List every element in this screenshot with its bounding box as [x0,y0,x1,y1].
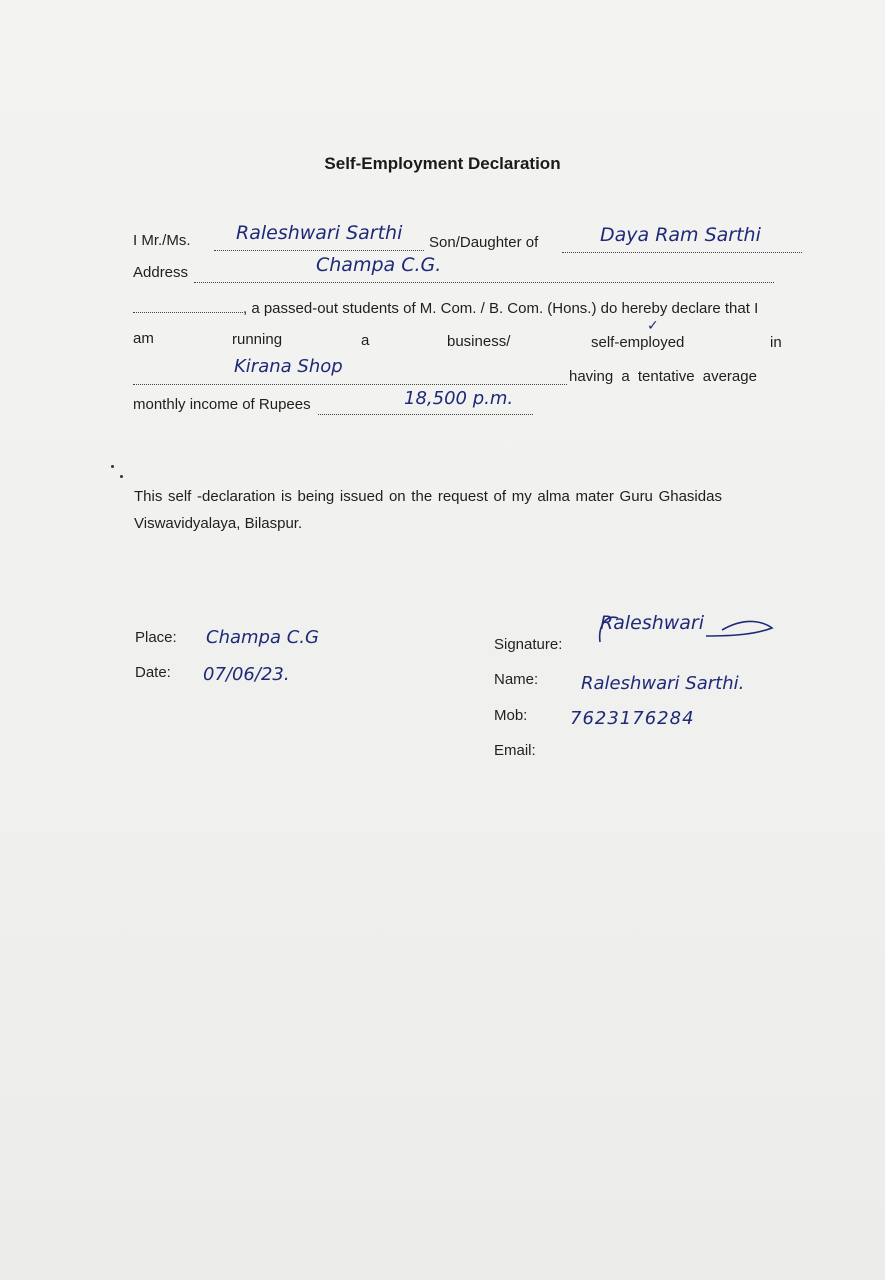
paragraph-line-1: This self -declaration is being issued on the request of my alma mater Guru Ghasidas [134,488,722,505]
signature-handwritten: Raleshwari [600,612,705,634]
document-title: Self-Employment Declaration [324,154,561,173]
address-label: Address [133,264,189,281]
word-in: in [770,334,782,351]
declaration-line: , a passed-out students of M. Com. / B. Com. (Hons.) do hereby declare that I [243,300,759,317]
date-handwritten: 07/06/23. [203,664,290,685]
date-label: Date: [135,664,171,681]
tentative-average-label: having a tentative average [569,368,757,385]
signature-flourish [596,606,776,654]
stray-dot [120,475,123,478]
word-running: running [232,331,283,348]
address-handwritten: Champa C.G. [316,254,442,276]
salutation-label: I Mr./Ms. [133,232,191,249]
business-handwritten: Kirana Shop [234,356,343,377]
name-handwritten: Raleshwari Sarthi [236,222,403,244]
word-am: am [133,330,154,347]
address-continuation-dotted-line [133,298,243,313]
income-handwritten: 18,500 p.m. [404,388,514,409]
tick-mark: ✓ [647,318,659,334]
signature-label: Signature: [494,636,563,653]
place-handwritten: Champa C.G [206,627,319,648]
email-label: Email: [494,742,536,759]
monthly-income-label: monthly income of Rupees [133,396,311,413]
word-a: a [361,332,370,349]
name-label: Name: [494,671,539,688]
place-label: Place: [135,629,177,646]
word-self-employed: self-employed [591,334,685,351]
mob-handwritten: 7623176284 [570,708,695,729]
business-dotted-line [133,370,567,385]
son-daughter-of-label: Son/Daughter of [429,234,539,251]
address-dotted-line [194,268,774,283]
stray-dot [111,465,114,468]
paragraph-line-2: Viswavidyalaya, Bilaspur. [134,515,303,532]
word-business: business/ [447,333,511,350]
mob-label: Mob: [494,707,528,724]
parent-name-handwritten: Daya Ram Sarthi [600,224,761,246]
name-handwritten-footer: Raleshwari Sarthi. [581,673,745,694]
